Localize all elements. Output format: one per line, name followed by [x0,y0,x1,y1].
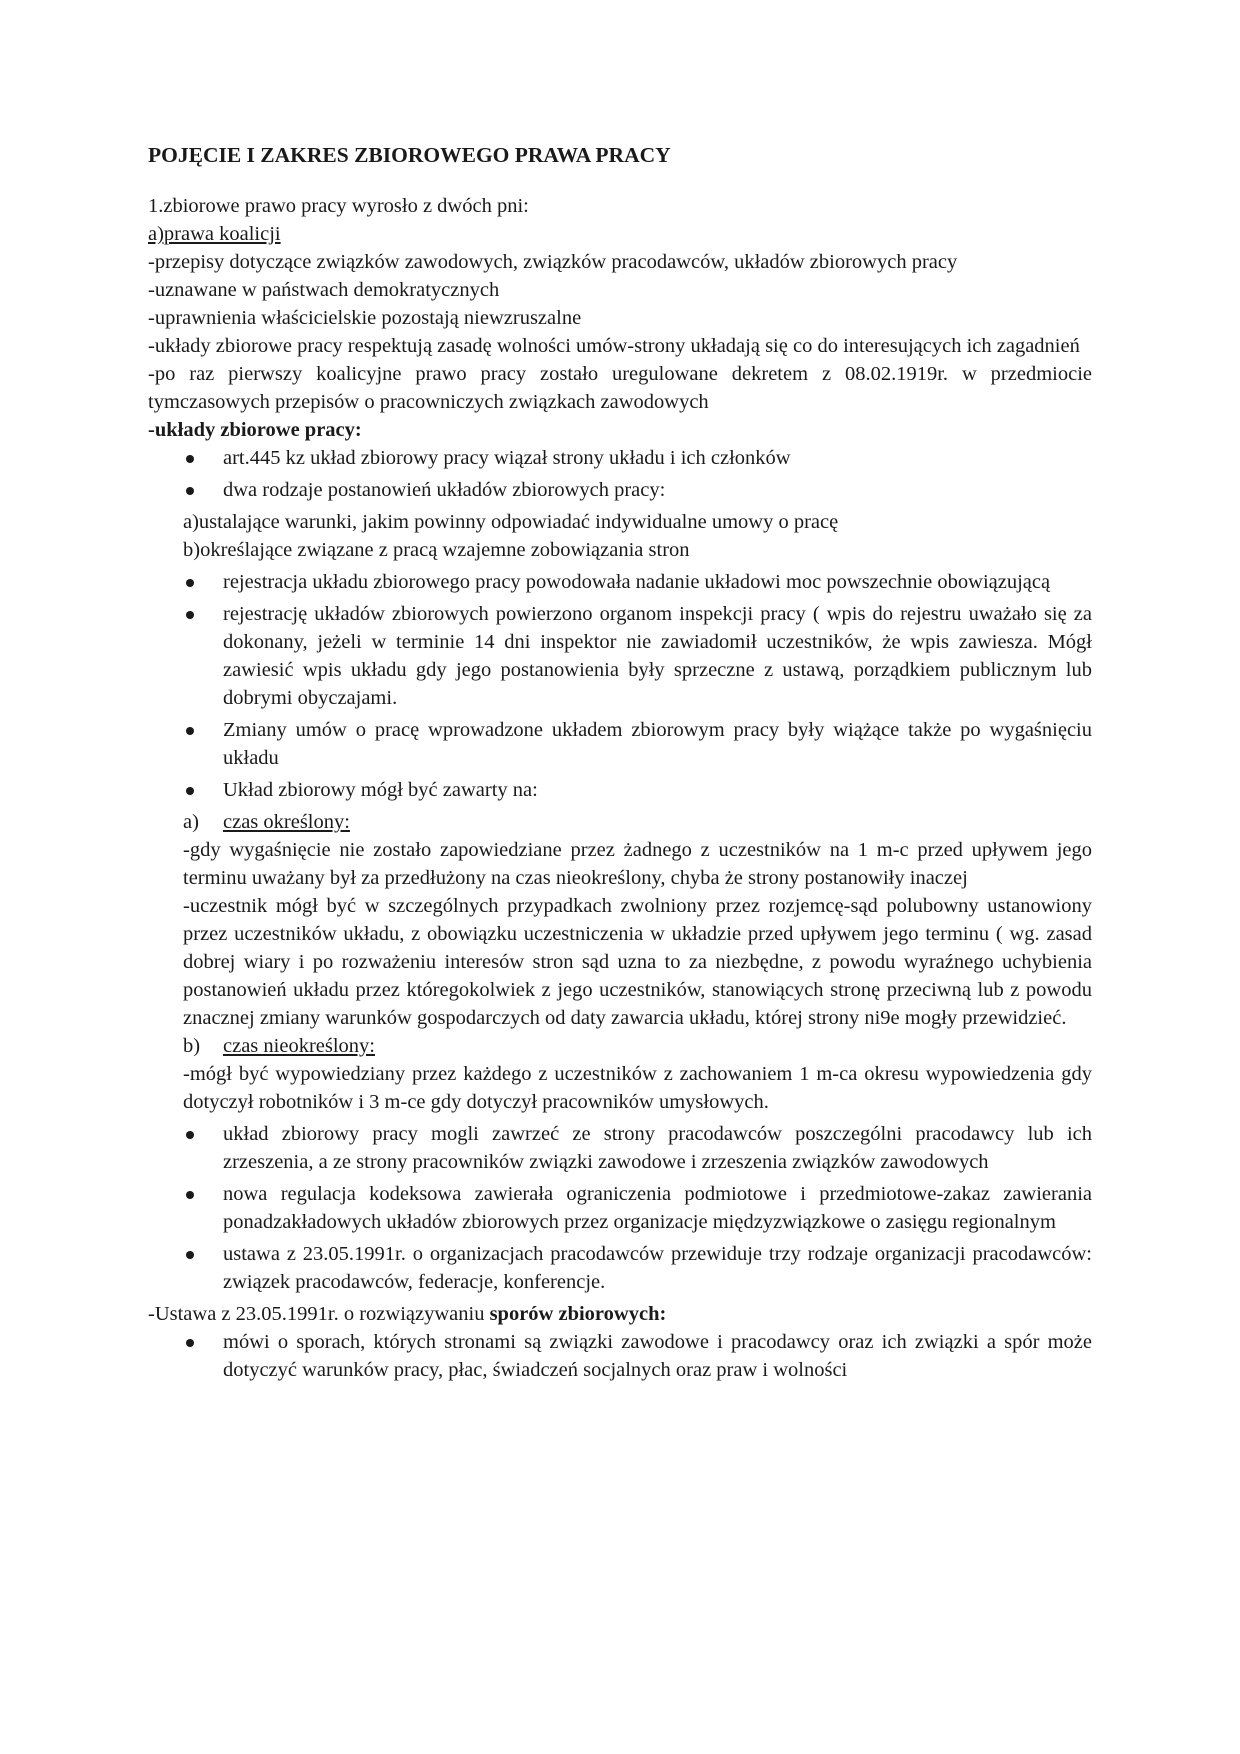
intro-line: 1.zbiorowe prawo pracy wyrosło z dwóch pni: [148,195,529,217]
sub-type-b: b)określające związane z pracą wzajemne zobowiązania stron [183,539,690,561]
list-item-text: Zmiany umów o pracę wprowadzone układem zbiorowym pracy były wiążące także po wygaśnięciu układu [223,719,1092,769]
list-item [148,1120,1092,1176]
list-item [148,776,1092,804]
list-item-text: dwa rodzaje postanowień układów zbiorowych pracy: [223,479,666,501]
bullet-icon [186,611,194,619]
term-a-body-2: -uczestnik mógł być w szczególnych przypadkach zwolniony przez rozjemcę-sąd polubowny ustanowiony przez uczestników układu, z obowiązku uczestniczenia w układzie przed upływem jego terminu ( wg. zasad dobrej wiary i po rozważeniu interesów stron sąd uzna to za niezbędne, z powodu wyraźnego uchybienia postanowień układu przez któregokolwiek z jego uczestników, stanowiących stronę przeciwną lub z powodu znacznej zmiany warunków gospodarczych od daty zawarcia układu, której strony ni9e mogły przewidzieć. [183,895,1092,1029]
document-title: POJĘCIE I ZAKRES ZBIOROWEGO PRAWA PRACY [148,143,671,167]
sub-type-a: a)ustalające warunki, jakim powinny odpowiadać indywidualne umowy o pracę [183,511,839,533]
list-item [148,1240,1092,1296]
bullet-icon [186,727,194,735]
term-b-text: czas nieokreślony: [223,1035,375,1057]
list-item [148,1328,1092,1384]
bullet-icon [186,1251,194,1259]
list-item-text: nowa regulacja kodeksowa zawierała ograniczenia podmiotowe i przedmiotowe-zakaz zawierania ponadzakładowych układów zbiorowych przez organizacje międzyzwiązkowe o zasięgu regionalnym [223,1183,1092,1233]
section-a-line-3: -uprawnienia właścicielskie pozostają niewzruszalne [148,307,582,329]
ustawa-line [148,1300,1092,1328]
section-a-line-2: -uznawane w państwach demokratycznych [148,279,500,301]
bullet-icon [186,1131,194,1139]
ustawa-line-bold: sporów zbiorowych: [489,1303,667,1325]
list-item-text: art.445 kz układ zbiorowy pracy wiązał strony układu i ich członków [223,447,791,469]
list-item [148,476,1092,504]
list-item-text: rejestracja układu zbiorowego pracy powodowała nadanie układowi moc powszechnie obowiązującą [223,571,1051,593]
bullet-icon [186,1339,194,1347]
bullet-list-2 [148,568,1092,804]
term-b-label: b) [183,1035,201,1057]
bullet-icon [186,487,194,495]
uklady-heading-text: -układy zbiorowe pracy: [148,419,362,441]
bullet-list-4 [148,1328,1092,1384]
list-item-text: Układ zbiorowy mógł być zawarty na: [223,779,538,801]
list-item-text: mówi o sporach, których stronami są związki zawodowe i pracodawcy oraz ich związki a spór może dotyczyć warunków pracy, płac, świadczeń socjalnych oraz praw i wolności [223,1331,1092,1381]
term-a-body-1: -gdy wygaśnięcie nie zostało zapowiedziane przez żadnego z uczestników na 1 m-c przed upływem jego terminu uważany był za przedłużony na czas nieokreślony, chyba że strony postanowiły inaczej [183,839,1092,889]
section-a-line-4: -układy zbiorowe pracy respektują zasadę wolności umów-strony układają się co do interesujących ich zagadnień [148,335,1080,357]
section-a-line-1: -przepisy dotyczące związków zawodowych, związków pracodawców, układów zbiorowych pracy [148,251,958,273]
bullet-icon [186,787,194,795]
term-a-text: czas określony: [223,811,350,833]
bullet-icon [186,455,194,463]
list-item-text: rejestrację układów zbiorowych powierzono organom inspekcji pracy ( wpis do rejestru uważało się za dokonany, jeżeli w terminie 14 dni inspektor nie zawiadomił uczestników, że wpis zawiesza. Mógł zawiesić wpis układu gdy jego postanowienia były sprzeczne z ustawą, porządkiem publicznym lub dobrymi obyczajami. [223,603,1092,709]
bullet-list-3 [148,1120,1092,1296]
list-item [148,1180,1092,1236]
bullet-list-1 [148,444,1092,504]
section-a-line-5: -po raz pierwszy koalicyjne prawo pracy zostało uregulowane dekretem z 08.02.1919r. w przedmiocie tymczasowych przepisów o pracowniczych związkach zawodowych [148,363,1092,413]
ustawa-line-prefix: -Ustawa z 23.05.1991r. o rozwiązywaniu [148,1303,490,1325]
uklady-heading [148,416,1092,444]
bullet-icon [186,579,194,587]
list-item [148,716,1092,772]
list-item [148,568,1092,596]
list-item-text: ustawa z 23.05.1991r. o organizacjach pracodawców przewiduje trzy rodzaje organizacji pracodawców: związek pracodawców, federacje, konferencje. [223,1243,1092,1293]
list-item [148,600,1092,712]
list-item [148,444,1092,472]
bullet-icon [186,1191,194,1199]
term-a-heading [148,808,1092,836]
term-b-heading [148,1032,1092,1060]
term-b-body: -mógł być wypowiedziany przez każdego z uczestników z zachowaniem 1 m-ca okresu wypowiedzenia gdy dotyczył robotników i 3 m-ce gdy dotyczył pracowników umysłowych. [183,1063,1092,1113]
list-item-text: układ zbiorowy pracy mogli zawrzeć ze strony pracodawców poszczególni pracodawcy lub ich zrzeszenia, a ze strony pracowników związki zawodowe i zrzeszenia związków zawodowych [223,1123,1092,1173]
document-page [148,140,1092,1388]
section-a-heading: a)prawa koalicji [148,223,281,245]
term-a-label: a) [183,811,199,833]
